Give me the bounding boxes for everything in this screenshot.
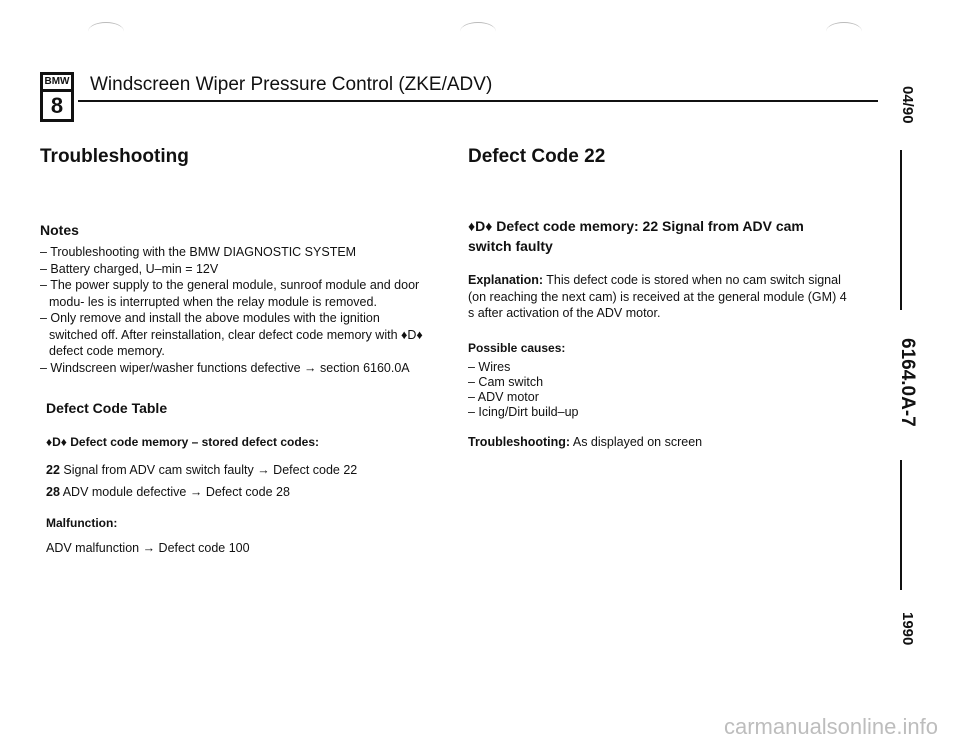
code-28-text: ADV module defective → Defect code 28 — [62, 485, 290, 499]
side-rule — [900, 150, 902, 310]
side-date: 04/90 — [899, 86, 916, 124]
malfunction-text: ADV malfunction → Defect code 100 — [46, 541, 250, 555]
defect-memory-line: ♦D♦ Defect code memory: 22 Signal from ADV cam switch faulty — [468, 218, 804, 254]
notes-list — [40, 244, 424, 376]
header-rule — [78, 100, 878, 102]
explanation-label: Explanation: — [468, 273, 544, 287]
malfunction-heading: Malfunction: — [46, 516, 118, 530]
side-rule — [900, 460, 902, 590]
bmw-logo — [40, 72, 74, 122]
side-year: 1990 — [899, 612, 916, 646]
list-item: – The power supply to the general module, sunroof module and door modu- les is interrupted when the relay module is removed. — [40, 278, 420, 309]
side-page-code: 6164.0A-7 — [897, 338, 918, 427]
scan-mark — [88, 22, 124, 41]
list-item: – Only remove and install the above modules with the ignition switched off. After reinstallation, clear defect code memory with ♦D♦ defect code memory. — [40, 311, 423, 358]
explanation-text: This defect code is stored when no cam switch signal (on reaching the next cam) is received at the general module (GM) 4 s after activation of the ADV motor. — [468, 273, 847, 320]
watermark: carmanualsonline.info — [723, 714, 938, 739]
explanation-paragraph — [468, 272, 848, 322]
code-22-text: Signal from ADV cam switch faulty → Defect code 22 — [63, 463, 358, 477]
defect-table-heading: Defect Code Table — [46, 400, 168, 416]
list-item: – Cam switch — [468, 375, 544, 389]
list-item: – Troubleshooting with the BMW DIAGNOSTIC SYSTEM — [40, 245, 357, 259]
code-28-number: 28 — [46, 485, 60, 499]
left-section-title: Troubleshooting — [40, 146, 189, 167]
list-item: – Icing/Dirt build–up — [468, 405, 579, 419]
right-section-title: Defect Code 22 — [468, 146, 606, 167]
list-item: – Windscreen wiper/washer functions defective → section 6160.0A — [40, 360, 410, 375]
scan-mark — [826, 22, 862, 41]
troubleshooting-text: As displayed on screen — [572, 435, 703, 449]
scan-mark — [460, 22, 496, 41]
logo-number: 8 — [50, 93, 64, 118]
page-title: Windscreen Wiper Pressure Control (ZKE/ADV) — [90, 74, 493, 95]
notes-heading: Notes — [40, 222, 79, 238]
list-item: – ADV motor — [468, 390, 539, 404]
causes-list — [468, 360, 768, 420]
memory-heading: ♦D♦ Defect code memory – stored defect codes: — [46, 435, 319, 449]
list-item: – Battery charged, U–min = 12V — [40, 261, 219, 276]
code-22-row — [46, 462, 357, 479]
troubleshooting-label: Troubleshooting: — [468, 435, 571, 449]
logo-text: BMW — [43, 75, 71, 92]
troubleshooting-line — [468, 434, 702, 451]
causes-heading: Possible causes: — [468, 341, 566, 355]
code-22-number: 22 — [46, 463, 60, 477]
list-item: – Wires — [468, 360, 511, 374]
code-28-row — [46, 484, 290, 501]
